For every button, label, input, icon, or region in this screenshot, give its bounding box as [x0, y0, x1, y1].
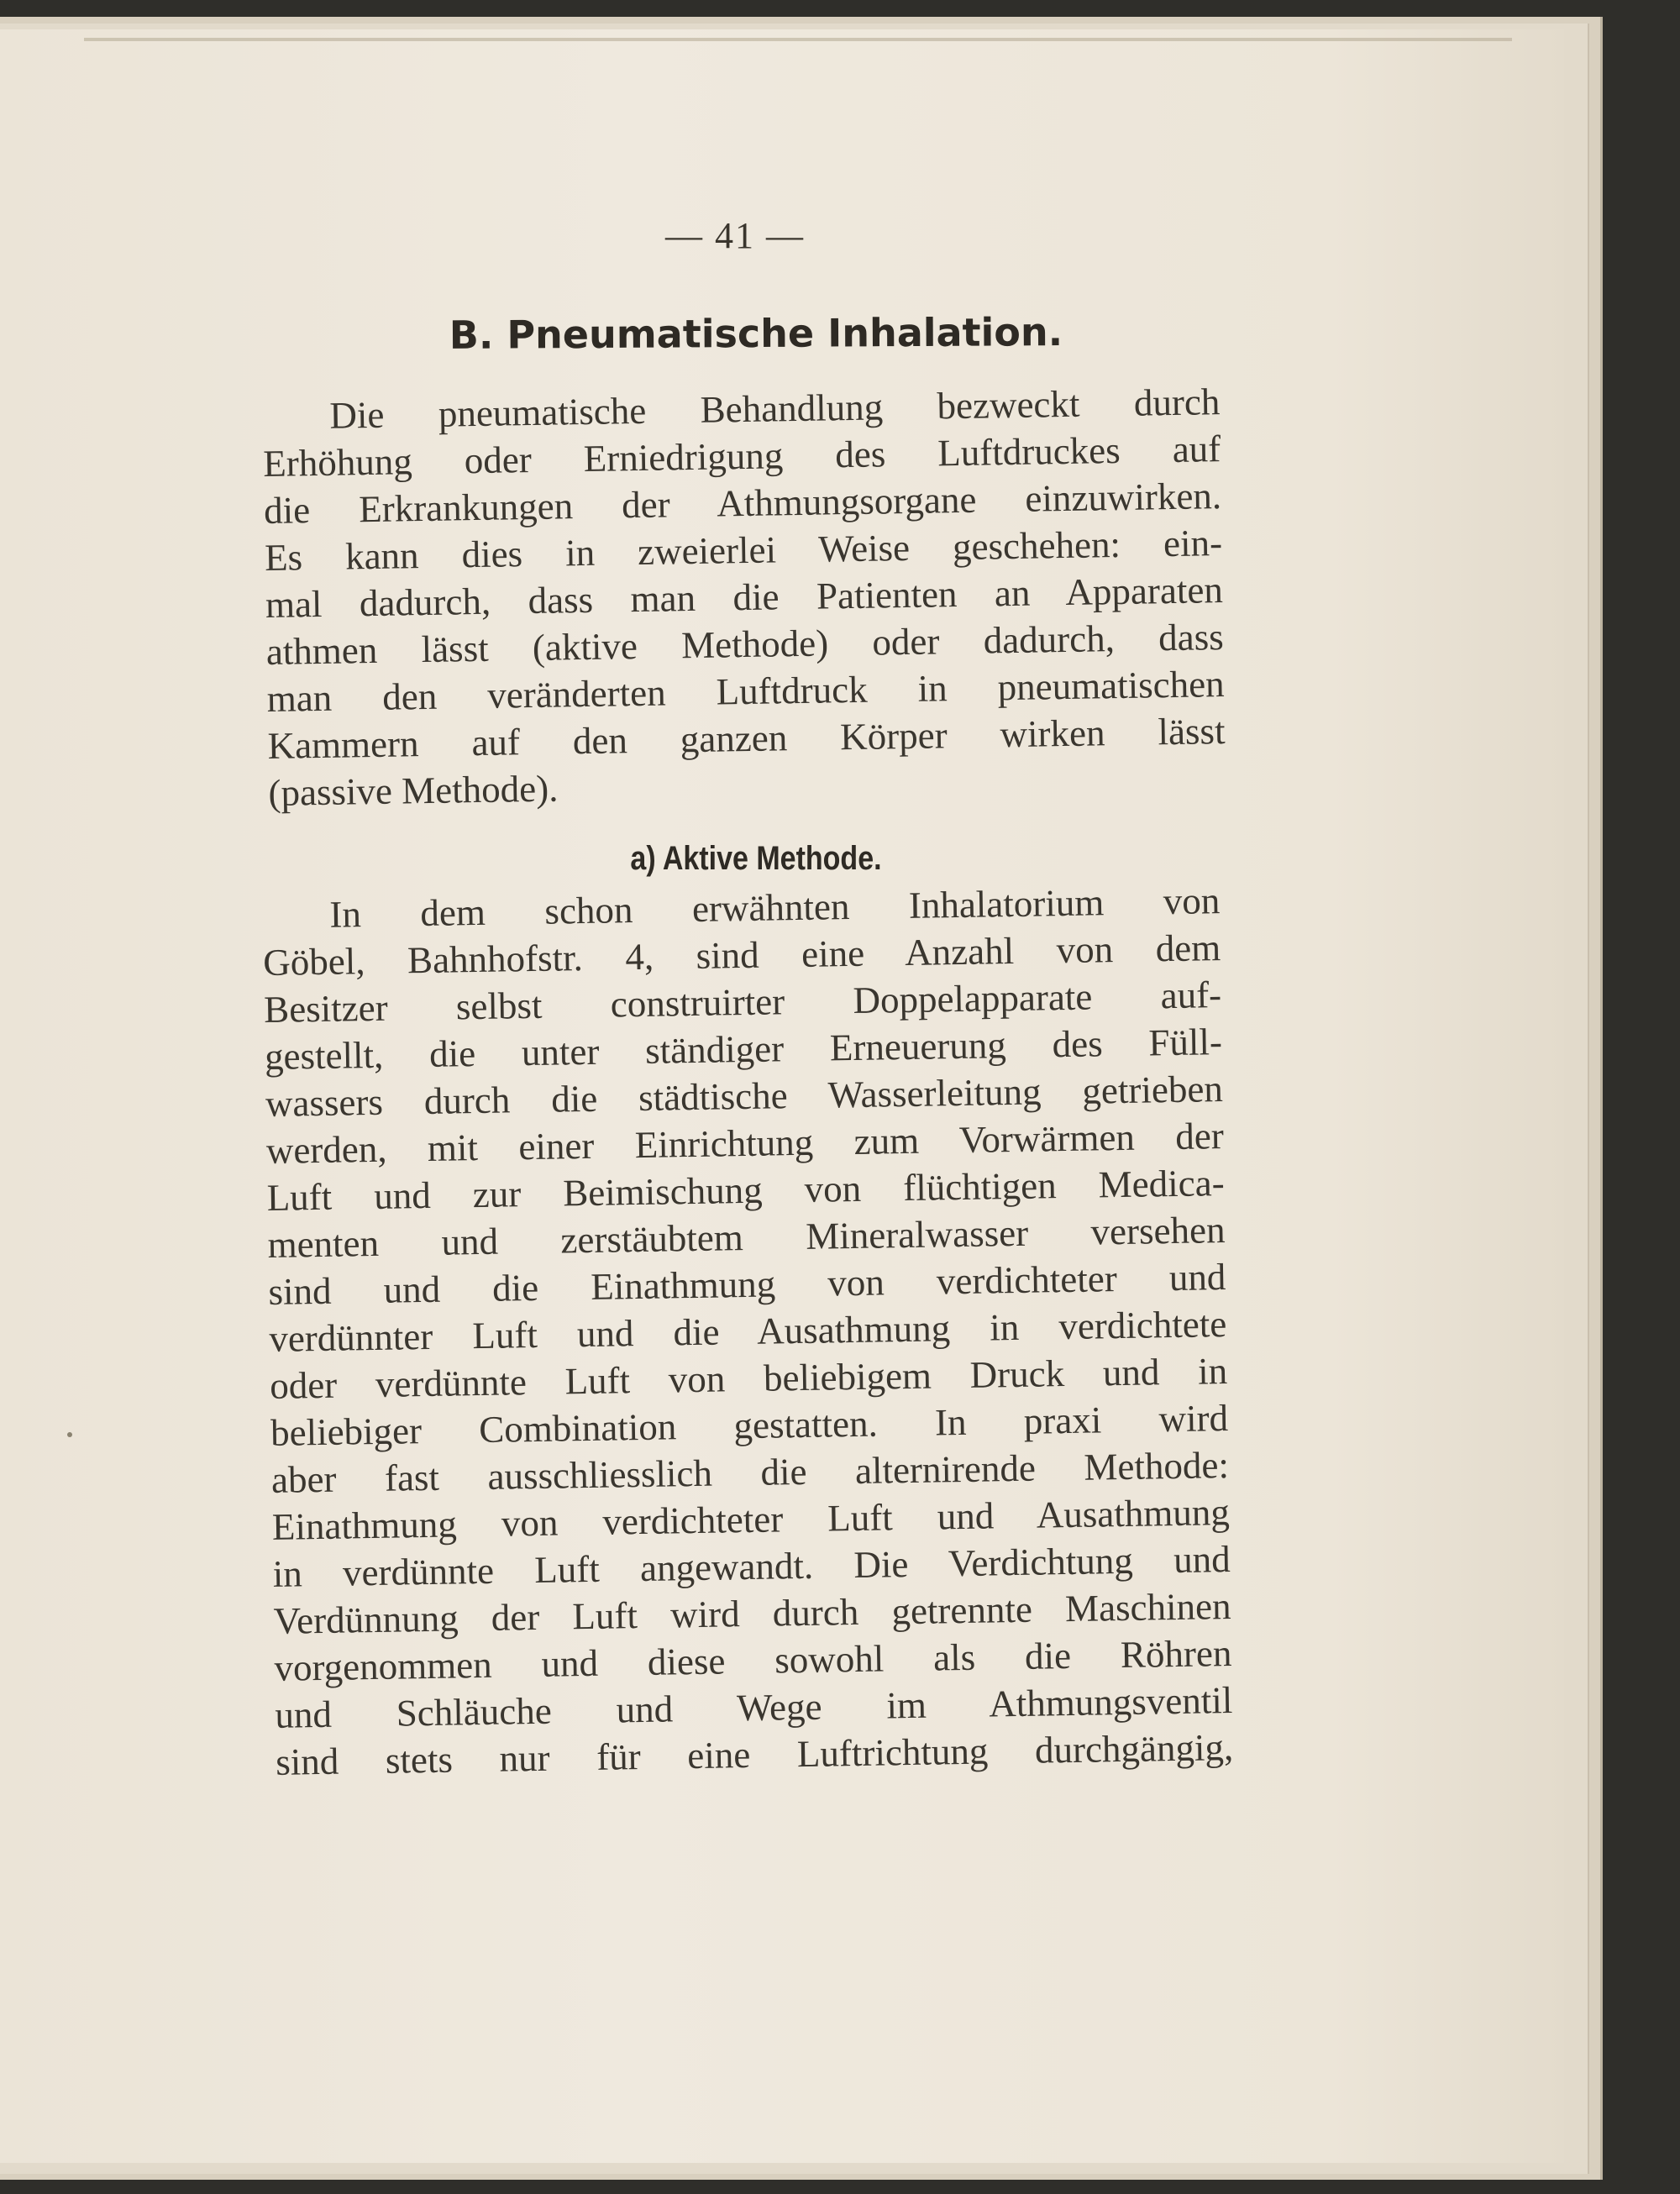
text-line: menten und zerstäubtem Mineralwasser versehen	[267, 1209, 1226, 1266]
text-line: Einathmung von verdichteter Luft und Ausathmung	[271, 1491, 1231, 1548]
text-line: verdünnter Luft und die Ausathmung in verdichtete	[268, 1303, 1227, 1360]
top-page-edge-line	[84, 38, 1512, 41]
text-line: mal dadurch, dass man die Patienten an Apparaten	[265, 569, 1224, 626]
text-line: die Erkrankungen der Athmungsorgane einzuwirken.	[263, 475, 1222, 532]
subheading-active-method: a) Aktive Methode.	[630, 840, 882, 877]
text-line: man den veränderten Luftdruck in pneumatischen	[266, 663, 1225, 720]
text-line: Verdünnung der Luft wird durch getrennte Maschinen	[273, 1584, 1231, 1642]
text-line: sind stets nur für eine Luftrichtung durchgängig,	[275, 1725, 1234, 1783]
text-line: vorgenommen und diese sowohl als die Röhren	[274, 1631, 1232, 1689]
paragraph-active-method	[262, 877, 1234, 1786]
text-line: werden, mit einer Einrichtung zum Vorwärmen der	[265, 1115, 1225, 1172]
section-heading: B. Pneumatische Inhalation.	[449, 309, 1063, 358]
text-line: gestellt, die unter ständiger Erneuerung des Füll-	[264, 1021, 1223, 1078]
text-line: aber fast ausschliesslich die alternirende Methode:	[270, 1444, 1230, 1501]
text-line: In dem schon erwähnten Inhalatorium von	[329, 879, 1221, 936]
text-line: in verdünnte Luft angewandt. Die Verdichtung und	[272, 1537, 1231, 1595]
text-line: (passive Methode).	[268, 767, 559, 814]
text-line: beliebiger Combination gestatten. In praxi wird	[270, 1397, 1229, 1454]
text-line: Es kann dies in zweierlei Weise geschehen: ein-	[264, 522, 1223, 579]
text-line: und Schläuche und Wege im Athmungsventil	[275, 1678, 1233, 1736]
text-line: Die pneumatische Behandlung bezweckt durch	[329, 381, 1221, 437]
paragraph-pneumatic-treatment	[262, 378, 1226, 816]
text-line: Erhöhung oder Erniedrigung des Luftdruckes auf	[262, 428, 1221, 485]
text-line: athmen lässt (aktive Methode) oder dadurch, dass	[265, 616, 1225, 673]
text-line: sind und die Einathmung von verdichteter und	[268, 1256, 1226, 1313]
paper-speck	[67, 1432, 72, 1437]
page-number: — 41 —	[665, 215, 805, 256]
text-line: Göbel, Bahnhofstr. 4, sind eine Anzahl von dem	[262, 926, 1221, 984]
text-line: Besitzer selbst construirter Doppelapparate auf-	[263, 974, 1222, 1031]
text-line: Luft und zur Beimischung von flüchtigen Medica-	[266, 1162, 1225, 1219]
text-line: wassers durch die städtische Wasserleitung getrieben	[265, 1068, 1224, 1125]
text-line: Kammern auf den ganzen Körper wirken lässt	[267, 710, 1226, 767]
text-line: oder verdünnte Luft von beliebigem Druck und in	[269, 1350, 1228, 1407]
